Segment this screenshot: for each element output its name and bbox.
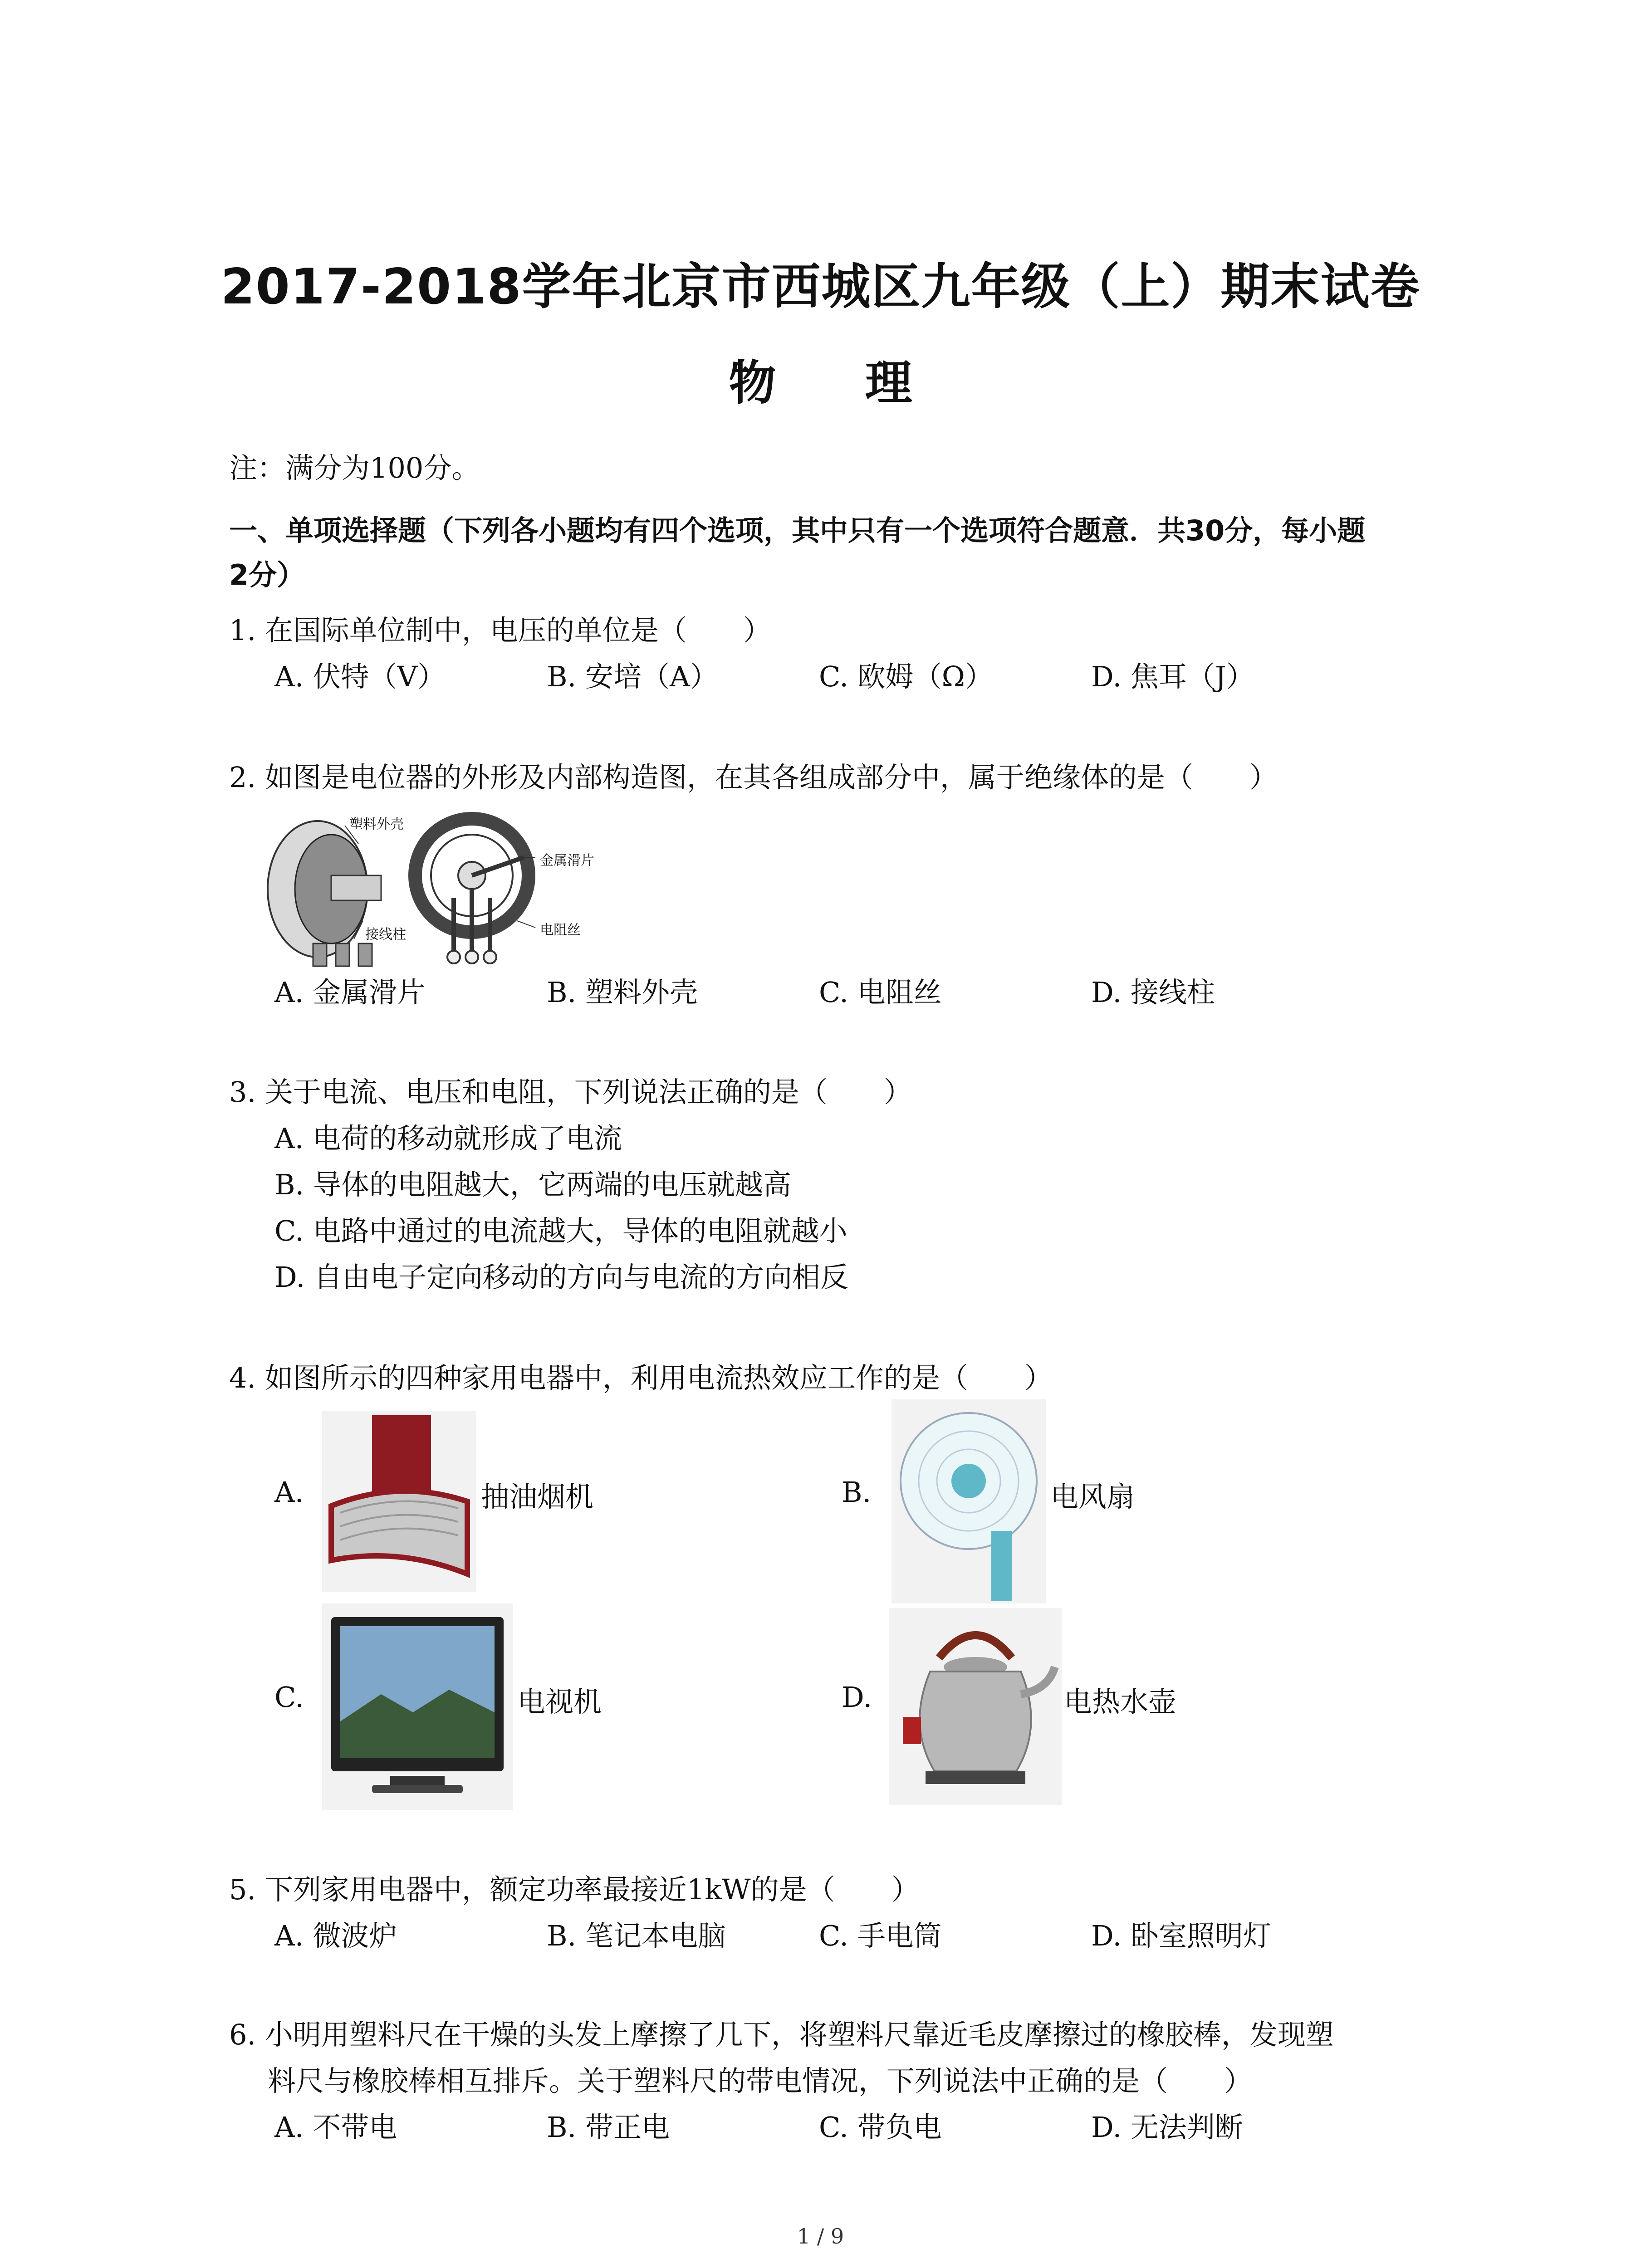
question-6-stem-line2: 料尺与橡胶棒相互排斥。关于塑料尺的带电情况，下列说法中正确的是（ ） [268, 2064, 1253, 2097]
label-resistance-wire: 电阻丝 [540, 922, 581, 938]
potentiometer-drawing [263, 807, 608, 971]
page-number: 1 / 9 [797, 2224, 844, 2248]
question-4-stem: 4. 如图所示的四种家用电器中，利用电流热效应工作的是（ ） [229, 1361, 1053, 1394]
question-4-option-a-letter: A. [274, 1476, 304, 1509]
question-6-option-c: C. 带负电 [819, 2111, 942, 2144]
question-4-option-c-letter: C. [274, 1681, 304, 1714]
question-4-option-a-caption: 抽油烟机 [481, 1480, 594, 1513]
section-heading-line1: 一、单项选择题（下列各小题均有四个选项，其中只有一个选项符合题意．共30分，每小题 [229, 514, 1366, 547]
electric-fan-image [892, 1399, 1046, 1603]
exam-subtitle: 物 理 [729, 355, 949, 411]
label-plastic-shell: 塑料外壳 [349, 816, 404, 832]
question-4-option-d-caption: 电热水壶 [1064, 1685, 1177, 1718]
label-metal-slider: 金属滑片 [540, 853, 594, 869]
question-1-stem: 1. 在国际单位制中，电压的单位是（ ） [229, 614, 771, 647]
question-4-option-b-caption: 电风扇 [1050, 1480, 1135, 1513]
question-2-option-b: B. 塑料外壳 [547, 976, 698, 1009]
question-5-stem: 5. 下列家用电器中，额定功率最接近1kW的是（ ） [229, 1873, 920, 1906]
question-3-stem: 3. 关于电流、电压和电阻，下列说法正确的是（ ） [229, 1075, 912, 1109]
electric-kettle-image [889, 1608, 1062, 1805]
television-icon [322, 1603, 513, 1810]
television-image [322, 1603, 513, 1810]
question-6-option-a: A. 不带电 [274, 2111, 397, 2144]
question-4-option-c-caption: 电视机 [517, 1685, 602, 1718]
question-2-stem: 2. 如图是电位器的外形及内部构造图，在其各组成部分中，属于绝缘体的是（ ） [229, 761, 1278, 794]
question-5-option-b: B. 笔记本电脑 [547, 1919, 726, 1952]
question-6-option-b: B. 带正电 [547, 2111, 670, 2144]
question-1-option-c: C. 欧姆（Ω） [819, 660, 994, 693]
question-4-option-b-letter: B. [842, 1476, 872, 1509]
question-3-option-c: C. 电路中通过的电流越大，导体的电阻就越小 [274, 1214, 847, 1247]
exam-title: 2017-2018学年北京市西城区九年级（上）期末试卷 [220, 259, 1421, 315]
label-terminal: 接线柱 [365, 927, 406, 943]
electric-kettle-icon [889, 1608, 1062, 1805]
electric-fan-icon [892, 1399, 1046, 1603]
question-3-option-b: B. 导体的电阻越大，它两端的电压就越高 [274, 1168, 791, 1201]
range-hood-icon [322, 1411, 476, 1592]
section-heading-line2: 2分） [229, 558, 305, 591]
score-note: 注：满分为100分。 [229, 451, 480, 484]
question-6-stem-line1: 6. 小明用塑料尺在干燥的头发上摩擦了几下，将塑料尺靠近毛皮摩擦过的橡胶棒，发现塑 [229, 2018, 1334, 2051]
question-1-option-b: B. 安培（A） [547, 660, 718, 693]
question-5-option-c: C. 手电筒 [819, 1919, 942, 1952]
potentiometer-figure [263, 807, 608, 971]
range-hood-image [322, 1411, 476, 1592]
question-1-option-d: D. 焦耳（J） [1091, 660, 1254, 693]
question-5-option-a: A. 微波炉 [274, 1919, 397, 1952]
question-5-option-d: D. 卧室照明灯 [1091, 1919, 1271, 1952]
question-2-option-c: C. 电阻丝 [819, 976, 942, 1009]
question-3-option-d: D. 自由电子定向移动的方向与电流的方向相反 [274, 1261, 848, 1294]
question-6-option-d: D. 无法判断 [1091, 2111, 1243, 2144]
question-4-option-d-letter: D. [842, 1681, 872, 1714]
question-2-option-a: A. 金属滑片 [274, 976, 426, 1009]
question-3-option-a: A. 电荷的移动就形成了电流 [274, 1122, 622, 1155]
question-1-option-a: A. 伏特（V） [274, 660, 446, 693]
question-2-option-d: D. 接线柱 [1091, 976, 1215, 1009]
